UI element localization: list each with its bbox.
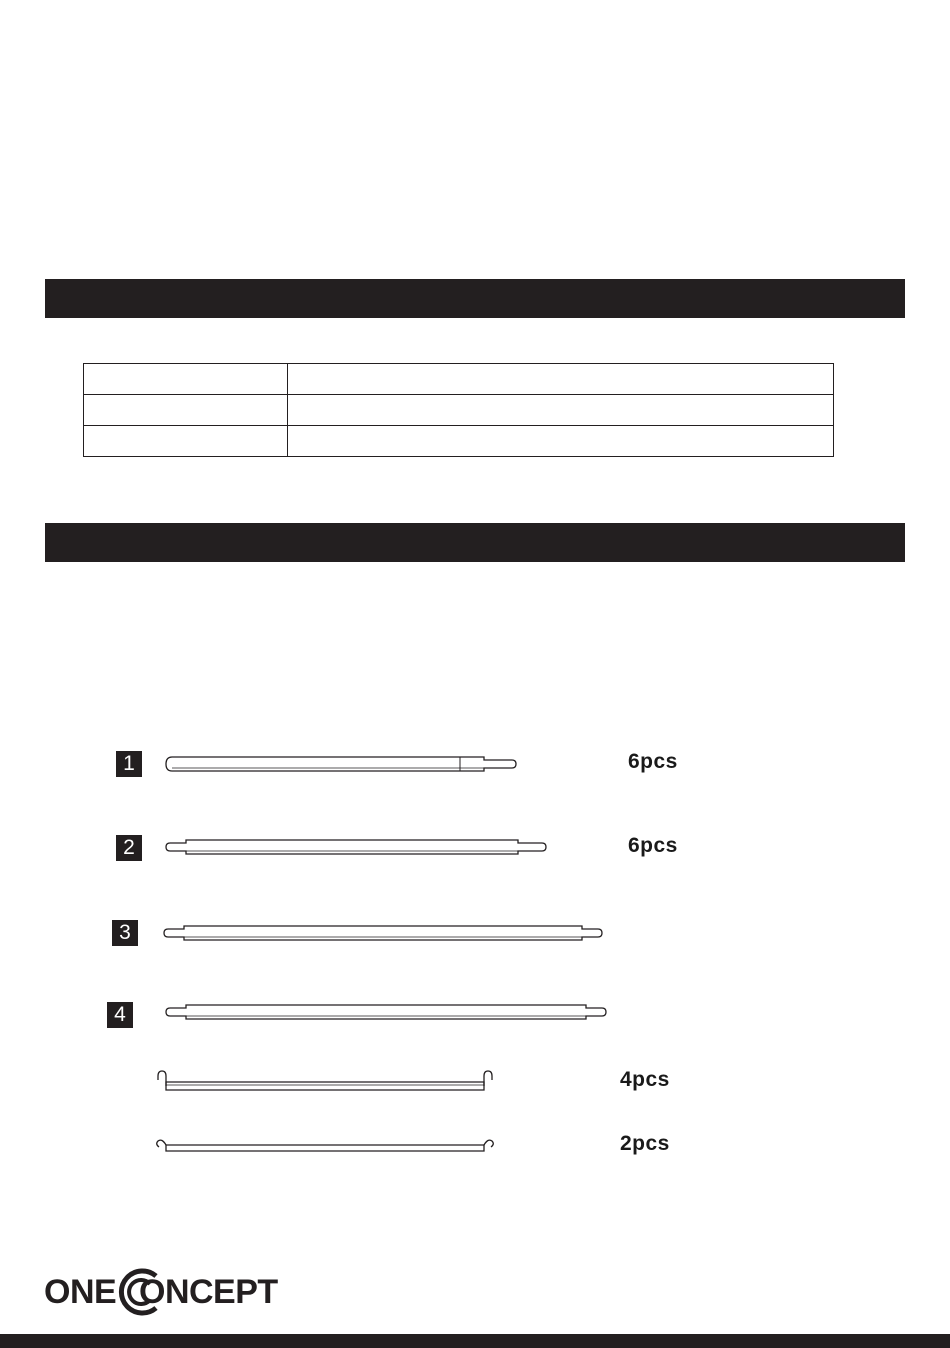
pole-icon: [160, 835, 552, 859]
looped-bar-icon: [150, 1132, 500, 1162]
table-cell: [84, 364, 288, 395]
quantity-label: 4pcs: [620, 1068, 670, 1091]
table-row: [84, 364, 834, 395]
part-number-badge: 4: [107, 1002, 133, 1028]
logo-text-right: ONCEPT: [139, 1273, 278, 1311]
table-cell: [288, 426, 834, 457]
pole-icon: [160, 1000, 614, 1024]
table-row: [84, 395, 834, 426]
quantity-label: 6pcs: [628, 834, 678, 857]
table-cell: [288, 364, 834, 395]
brand-logo: [44, 1264, 284, 1320]
logo-text-left: ONE: [44, 1273, 117, 1311]
pole-icon: [160, 752, 520, 776]
section-header-bar: [45, 279, 905, 318]
part-number-badge: 2: [116, 835, 142, 861]
quantity-label: 6pcs: [628, 750, 678, 773]
quantity-label: 2pcs: [620, 1132, 670, 1155]
part-number-badge: 1: [116, 751, 142, 777]
spec-table: [83, 363, 834, 457]
table-row: [84, 426, 834, 457]
table-cell: [84, 395, 288, 426]
table-cell: [84, 426, 288, 457]
part-number-badge: 3: [112, 920, 138, 946]
hooked-bar-icon: [150, 1066, 500, 1098]
table-cell: [288, 395, 834, 426]
footer-bar: [0, 1334, 950, 1348]
section-header-bar: [45, 523, 905, 562]
pole-icon: [158, 921, 610, 945]
